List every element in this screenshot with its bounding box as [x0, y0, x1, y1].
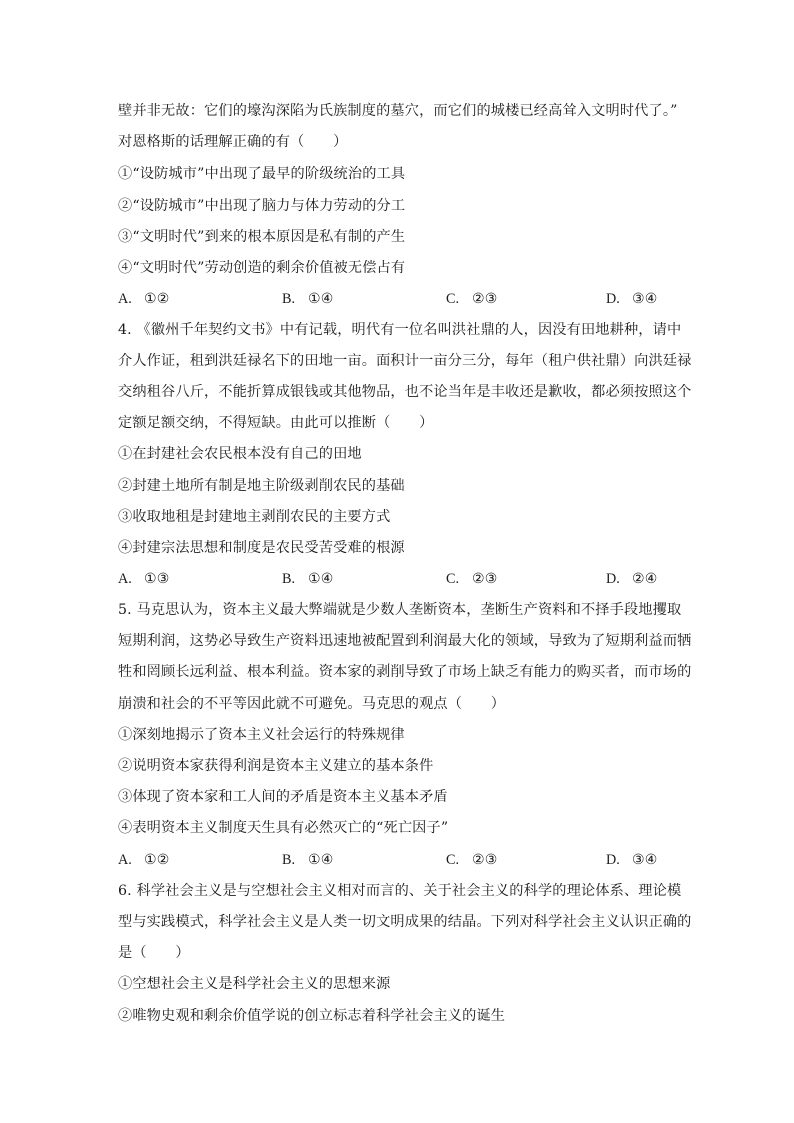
option-label: D. [606, 291, 620, 307]
q4-stem-line: 定额足额交纳，不得短缺。由此可以推断（ ） [118, 415, 434, 431]
option-text: ①③ [144, 571, 170, 587]
option-label: D. [606, 852, 620, 868]
q4-option-b[interactable] [282, 569, 333, 589]
q6-stem-line: 是（ ） [118, 945, 190, 961]
q4-option-a[interactable] [118, 569, 169, 589]
option-label: C. [446, 852, 460, 868]
option-text: ①④ [308, 571, 334, 587]
q4-statement-4: ④封建宗法思想和制度是农民受苦受难的根源 [118, 540, 405, 556]
option-text: ①② [144, 852, 170, 868]
option-text: ②④ [632, 571, 658, 587]
q6-statement-2: ②唯物史观和剩余价值学说的创立标志着科学社会主义的诞生 [118, 1008, 506, 1024]
option-text: ②③ [472, 291, 498, 307]
q3-statement-1: ①“设防城市”中出现了最早的阶级统治的工具 [118, 166, 406, 182]
q4-stem-line: 交纳租谷八斤，不能折算成银钱或其他物品，也不论当年是丰收还是歉收，都必须按照这个 [118, 384, 692, 400]
q6-stem-line: 6. 科学社会主义是与空想社会主义相对而言的、关于社会主义的科学的理论体系、理论模 [118, 883, 682, 899]
option-label: C. [446, 291, 460, 307]
option-label: B. [282, 291, 296, 307]
q4-statement-2: ②封建土地所有制是地主阶级剥削农民的基础 [118, 478, 405, 494]
q4-stem-line: 4. 《徽州千年契约文书》中有记载，明代有一位名叫洪社鼎的人，因没有田地耕种，请中 [118, 322, 682, 338]
option-label: C. [446, 571, 460, 587]
q5-statement-2: ②说明资本家获得利润是资本主义建立的基本条件 [118, 758, 434, 774]
option-text: ①② [144, 291, 170, 307]
option-label: D. [606, 571, 620, 587]
option-label: A. [118, 291, 132, 307]
q3-statement-4: ④“文明时代”劳动创造的剩余价值被无偿占有 [118, 260, 406, 276]
option-text: ②③ [472, 571, 498, 587]
option-text: ②③ [472, 852, 498, 868]
q4-statement-3: ③收取地租是封建地主剥削农民的主要方式 [118, 509, 391, 525]
q5-option-c[interactable] [446, 850, 497, 870]
q6-statement-1: ①空想社会主义是科学社会主义的思想来源 [118, 976, 391, 992]
q4-stem-line: 介人作证，租到洪廷禄名下的田地一亩。面积计一亩分三分，每年（租户供社鼎）向洪廷禄 [118, 353, 692, 369]
q3-option-b[interactable] [282, 289, 333, 309]
q5-statement-1: ①深刻地揭示了资本主义社会运行的特殊规律 [118, 727, 405, 743]
q3-statement-2: ②“设防城市”中出现了脑力与体力劳动的分工 [118, 198, 406, 214]
q4-option-c[interactable] [446, 569, 497, 589]
q3-option-c[interactable] [446, 289, 497, 309]
q3-options [118, 289, 678, 309]
q3-option-d[interactable] [606, 289, 657, 309]
q4-option-d[interactable] [606, 569, 657, 589]
q5-options [118, 850, 678, 870]
option-text: ①④ [308, 291, 334, 307]
q3-stem-line: 壁并非无故：它们的壕沟深陷为氏族制度的墓穴，而它们的城楼已经高耸入文明时代了。” [118, 103, 678, 119]
option-label: A. [118, 852, 132, 868]
q3-stem-line: 对恩格斯的话理解正确的有（ ） [118, 134, 348, 150]
q5-stem-line: 5. 马克思认为，资本主义最大弊端就是少数人垄断资本，垄断生产资料和不择手段地攫取 [118, 602, 682, 618]
q6-stem-line: 型与实践模式，科学社会主义是人类一切文明成果的结晶。下列对科学社会主义认识正确的 [118, 914, 692, 930]
q3-statement-3: ③“文明时代”到来的根本原因是私有制的产生 [118, 229, 406, 245]
q3-option-a[interactable] [118, 289, 169, 309]
q4-options [118, 569, 678, 589]
q5-stem-line: 崩溃和社会的不平等因此就不可避免。马克思的观点（ ） [118, 696, 506, 712]
q5-stem-line: 短期利润，这势必导致生产资料迅速地被配置到利润最大化的领域，导致为了短期利益而牺 [118, 633, 692, 649]
option-label: B. [282, 852, 296, 868]
q5-stem-line: 牲和罔顾长远利益、根本利益。资本家的剥削导致了市场上缺乏有能力的购买者，而市场的 [118, 664, 692, 680]
option-label: B. [282, 571, 296, 587]
option-text: ③④ [632, 852, 658, 868]
q5-statement-3: ③体现了资本家和工人间的矛盾是资本主义基本矛盾 [118, 789, 448, 805]
q5-option-d[interactable] [606, 850, 657, 870]
option-label: A. [118, 571, 132, 587]
q4-statement-1: ①在封建社会农民根本没有自己的田地 [118, 446, 362, 462]
q5-statement-4: ④表明资本主义制度天生具有必然灭亡的“死亡因子” [118, 820, 449, 836]
option-text: ③④ [632, 291, 658, 307]
option-text: ①④ [308, 852, 334, 868]
q5-option-a[interactable] [118, 850, 169, 870]
q5-option-b[interactable] [282, 850, 333, 870]
